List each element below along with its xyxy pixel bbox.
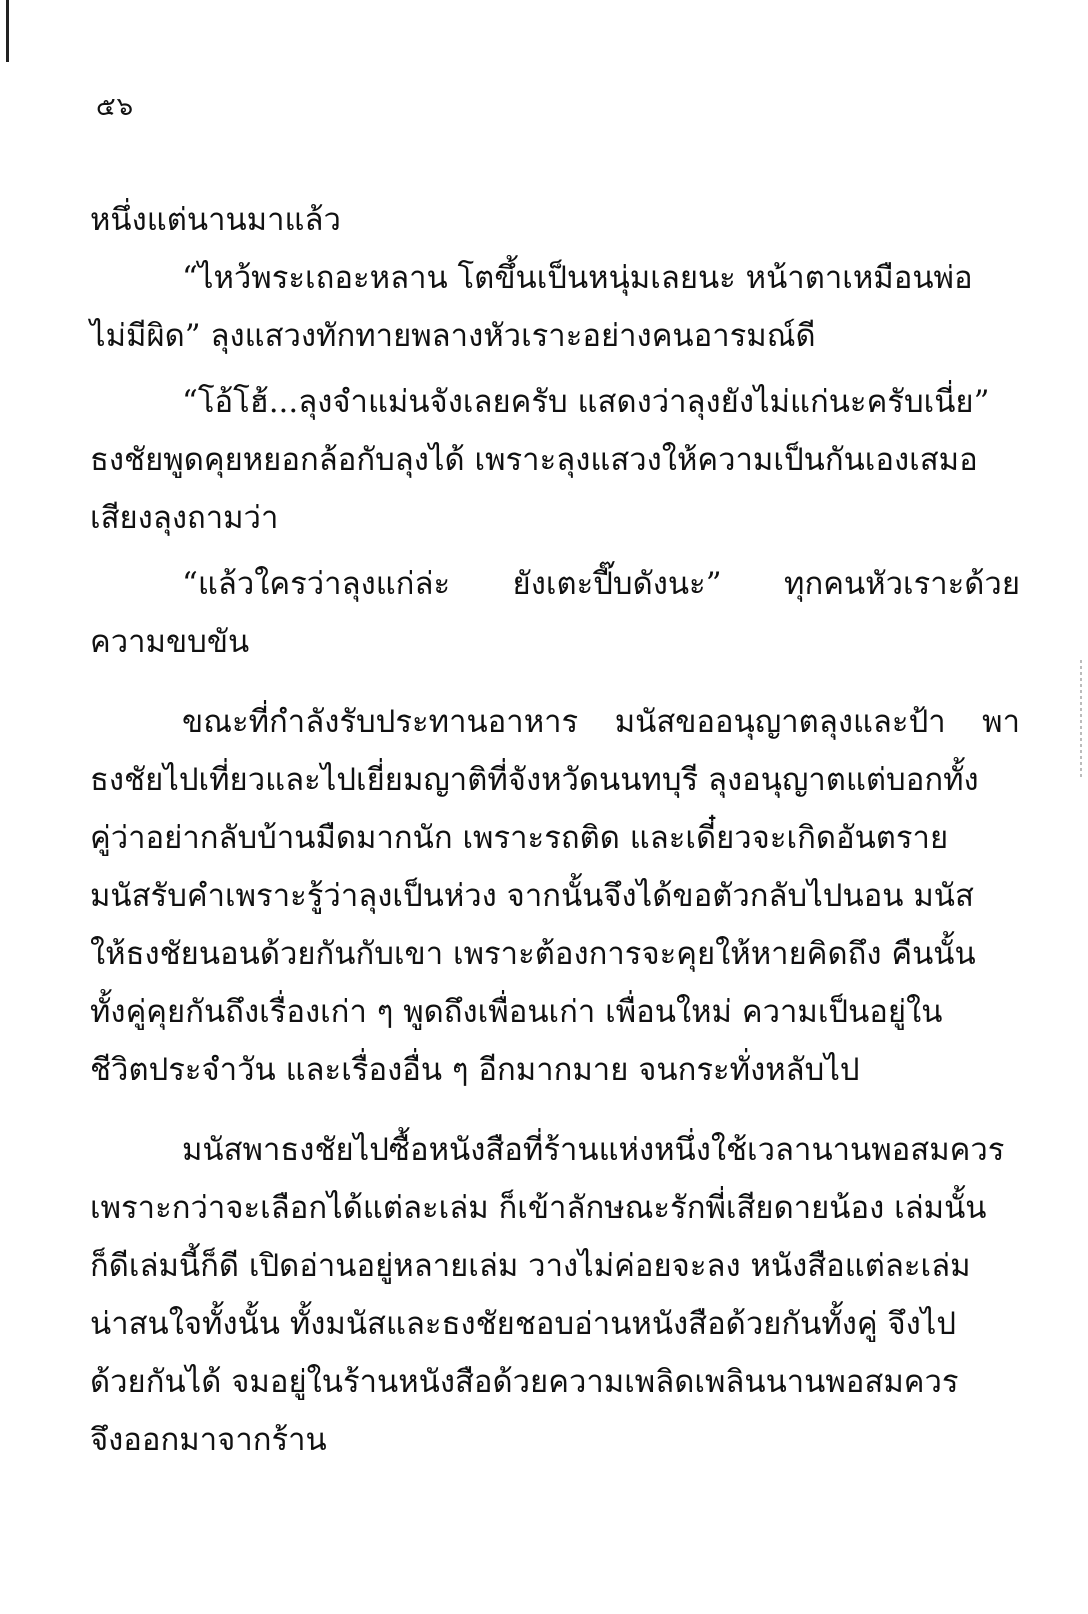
text-line: ธงชัยพูดคุยหยอกล้อกับลุงได้ เพราะลุงแสวงให้ความเป็นกันเองเสมอ [90,442,978,478]
text-line: เสียงลุงถามว่า [90,500,279,536]
text-line: จึงออกมาจากร้าน [90,1422,327,1458]
text-line: ขณะที่กำลังรับประทานอาหาร มนัสขออนุญาตลุงและป้า พา [182,704,1020,740]
text-line: ก็ดีเล่มนี้ก็ดี เปิดอ่านอยู่หลายเล่ม วางไม่ค่อยจะลง หนังสือแต่ละเล่ม [90,1248,971,1284]
body-text [90,196,1020,1474]
text-line: “แล้วใครว่าลุงแก่ล่ะ ยังเตะปี๊บดังนะ” ทุกคนหัวเราะด้วย [182,566,1020,602]
text-line: ความขบขัน [90,624,250,660]
text-line: เพราะกว่าจะเลือกได้แต่ละเล่ม ก็เข้าลักษณะรักพี่เสียดายน้อง เล่มนั้น [90,1190,987,1226]
text-line: ด้วยกันได้ จมอยู่ในร้านหนังสือด้วยความเพลิดเพลินนานพอสมควร [90,1364,959,1400]
text-line: ให้ธงชัยนอนด้วยกันกับเขา เพราะต้องการจะคุยให้หายคิดถึง คืนนั้น [90,936,976,972]
text-line: คู่ว่าอย่ากลับบ้านมืดมากนัก เพราะรถติด และเดี๋ยวจะเกิดอันตราย [90,820,949,856]
text-line: น่าสนใจทั้งนั้น ทั้งมนัสและธงชัยชอบอ่านหนังสือด้วยกันทั้งคู่ จึงไป [90,1306,957,1342]
scan-edge-mark [6,0,9,62]
scan-edge-mark [1080,660,1082,780]
text-line: “โอ้โฮ้...ลุงจำแม่นจังเลยครับ แสดงว่าลุงยังไม่แก่นะครับเนี่ย” [182,384,990,420]
text-line: ทั้งคู่คุยกันถึงเรื่องเก่า ๆ พูดถึงเพื่อนเก่า เพื่อนใหม่ ความเป็นอยู่ใน [90,994,943,1030]
page-number: ๕๖ [96,92,135,122]
text-line: หนึ่งแต่นานมาแล้ว [90,202,341,238]
text-line: ไม่มีผิด” ลุงแสวงทักทายพลางหัวเราะอย่างคนอารมณ์ดี [90,318,816,354]
text-line: ชีวิตประจำวัน และเรื่องอื่น ๆ อีกมากมาย จนกระทั่งหลับไป [90,1052,860,1088]
text-line: มนัสพาธงชัยไปซื้อหนังสือที่ร้านแห่งหนึ่งใช้เวลานานพอสมควร [182,1132,1005,1168]
text-line: “ไหว้พระเถอะหลาน โตขึ้นเป็นหนุ่มเลยนะ หน้าตาเหมือนพ่อ [182,260,973,296]
text-line: ธงชัยไปเที่ยวและไปเยี่ยมญาติที่จังหวัดนนทบุรี ลุงอนุญาตแต่บอกทั้ง [90,762,979,798]
text-line: มนัสรับคำเพราะรู้ว่าลุงเป็นห่วง จากนั้นจึงได้ขอตัวกลับไปนอน มนัส [90,878,974,914]
